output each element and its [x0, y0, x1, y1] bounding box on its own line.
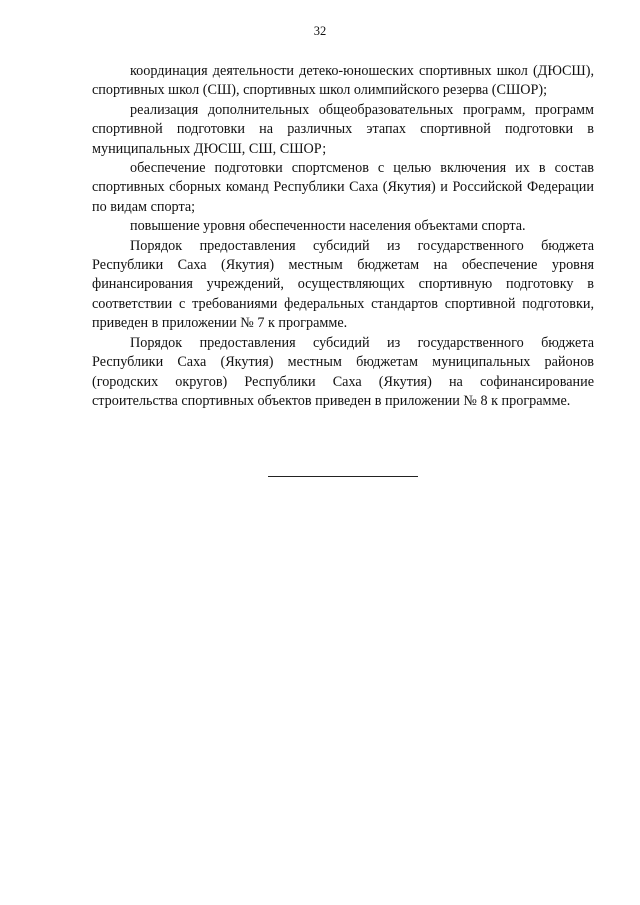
paragraph-facilities: повышение уровня обеспеченности населения объектами спорта.: [130, 218, 526, 235]
paragraph-coordination: координация деятельности детеко-юношеских спортивных школ (ДЮСШ), спортивных школ (СШ), спортивных школ олимпийского резерва (СШОР);: [92, 63, 594, 99]
paragraph-athlete-training: обеспечение подготовки спортсменов с целью включения их в состав спортивных сборных команд Республики Саха (Якутия) и Российской Федерации по видам спорта;: [92, 160, 594, 215]
end-of-text-rule: [268, 476, 418, 477]
page-number: 32: [313, 24, 327, 38]
paragraph-subsidy-appendix-7: Порядок предоставления субсидий из государственного бюджета Республики Саха (Якутия) местным бюджетам на обеспечение уровня финансирования учреждений, осуществляющих спортивную подготовку в соответствии с требованиями федеральных стандартов спортивной подготовки, приведен в приложении № 7 к программе.: [92, 237, 594, 332]
paragraph-programs: реализация дополнительных общеобразовательных программ, программ спортивной подготовки на различных этапах спортивной подготовки в муниципальных ДЮСШ, СШ, СШОР;: [92, 101, 594, 157]
document-body: [92, 62, 594, 411]
paragraph-subsidy-appendix-8: Порядок предоставления субсидий из государственного бюджета Республики Саха (Якутия) местным бюджетам муниципальных районов (городских округов) Республики Саха (Якутия) на софинансирование строительства спортивных объектов приведен в приложении № 8 к программе.: [92, 334, 594, 409]
